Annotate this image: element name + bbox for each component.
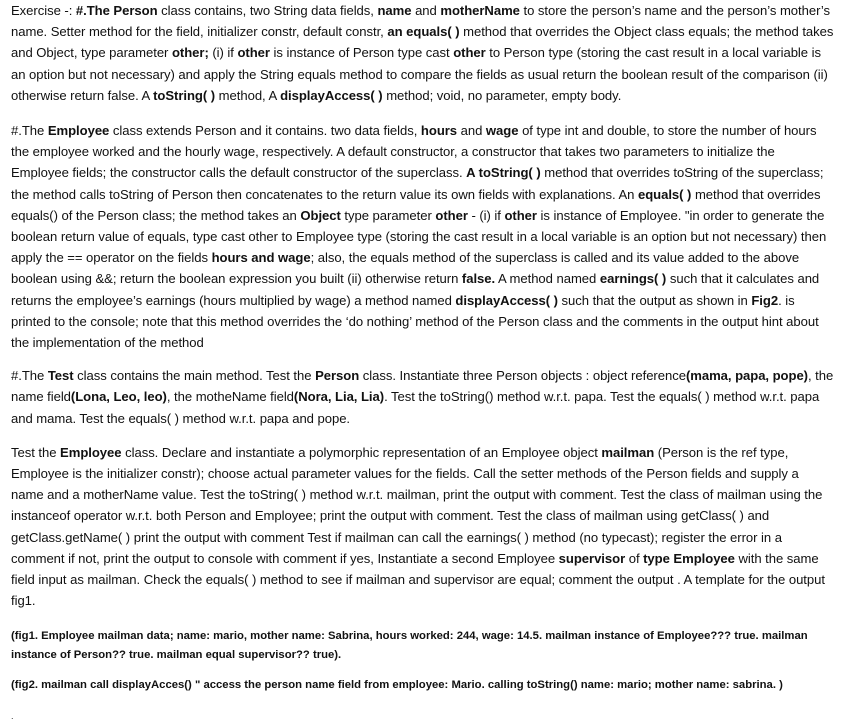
text-run: (i) if: [208, 45, 238, 61]
paragraph-test-employee: [11, 442, 834, 612]
text-run: method that overrides toString of the superclass; the method calls toString of Person then concatenates to the return value its own fields with explanations. An: [11, 165, 824, 202]
text-run: of type int and double, to store the number of hours the employee worked and the hourly wage, respectively. A default constructor, a constructor that takes two parameters to initialize the Employee fields; the constructor calls the default constructor of the superclass.: [11, 123, 817, 181]
bold-text: Test: [47, 368, 74, 384]
bold-text: displayAccess( ): [455, 292, 558, 308]
text-run: . is printed to the console; note that this method overrides the ‘do nothing’ method of the Person class and the comments in the output hint about the implementation of the method: [11, 292, 819, 351]
text-run: method; void, no parameter, empty body.: [382, 87, 622, 103]
bold-text: displayAccess( ): [280, 87, 383, 103]
text-run: method that overrides equals() of the Person class; the method takes an: [11, 186, 821, 223]
text-run: Test the: [11, 444, 61, 460]
bold-text: hours: [420, 123, 458, 139]
text-run: and: [411, 3, 441, 18]
text-run: Exercise -:: [11, 3, 76, 18]
bold-text: Object: [300, 207, 341, 223]
text-run: method, A: [215, 87, 281, 103]
bold-text: other: [237, 45, 270, 61]
text-run: class. Instantiate three Person objects : object reference: [359, 368, 686, 384]
text-run: - (i) if: [467, 207, 505, 223]
text-run: ; also, the equals method of the superclass is called and its value added to the above boolean using &&; return the boolean expression you built (ii) otherwise return: [11, 250, 800, 287]
bold-text: #.The Person: [75, 3, 158, 18]
bold-text: other: [453, 45, 486, 61]
bold-text: toString( ): [153, 87, 216, 103]
text-run: to store the person’s name and the person’s mother’s name. Setter method for the field, initializer constr, default constr,: [11, 3, 830, 40]
text-run: class. Declare and instantiate a polymorphic representation of an Employee object: [121, 444, 602, 460]
figure-1-output-template: (fig1. Employee mailman data; name: mario, mother name: Sabrina, hours worked: 244, wage: 14.5. mailman instance of Employee??? true. mailman instance of Person?? true. mailman equal supervisor?? true).: [11, 630, 808, 662]
bold-text: supervisor: [558, 550, 626, 566]
bold-text: earnings( ): [599, 271, 667, 287]
text-run: class contains, two String data fields,: [157, 3, 378, 18]
text-run: of: [625, 550, 644, 566]
text-run: . Test the toString() method w.r.t. papa. Test the equals( ) method w.r.t. papa and mama. Test the equals( ) method w.r.t. papa and pope.: [11, 389, 820, 426]
text-run: with the same field input as mailman. Check the equals( ) method to see if mailman and supervisor are equal; comment the output . A template for the output fig1.: [11, 550, 825, 609]
trailing-mark: .: [11, 711, 14, 721]
bold-text: false.: [461, 271, 496, 287]
paragraph-employee-class: [11, 120, 834, 353]
text-run: #.The: [11, 123, 48, 139]
bold-text: equals( ): [637, 186, 692, 202]
bold-text: Person: [315, 368, 360, 384]
bold-text: (mama, papa, pope): [685, 368, 808, 384]
text-run: , the motheName field: [166, 389, 294, 405]
text-run: method that overrides the Object class equals; the method takes and Object, type parameter: [11, 24, 834, 61]
text-run: type parameter: [340, 207, 436, 223]
bold-text: type Employee: [643, 550, 735, 566]
text-run: class extends Person and it contains. two data fields,: [109, 123, 421, 139]
bold-text: an equals( ): [387, 24, 460, 40]
bold-text: motherName: [440, 3, 520, 18]
bold-text: other;: [171, 45, 209, 61]
text-run: such that it calculates and returns the employee’s earnings (hours multiplied by wage) a method named: [11, 271, 820, 308]
bold-text: name: [377, 3, 412, 18]
bold-text: mailman: [601, 444, 655, 460]
text-run: (Person is the ref type, Employee is the initializer constr); choose actual parameter values for the fields. Call the setter methods of the Person fields and supply a name and a motherName value. Test the toString( ) method w.r.t. mailman, print the output with comment. Test the class of mailman using the instanceof operator w.r.t. both Person and Employee; print the output with comment. Test the class of mailman using getClass( ) and getClass.getName( ) print the output with comment Test if mailman can call the earnings( ) method (no typecast); register the error in a comment if not, print the output to console with comment if yes, Instantiate a second Employee: [11, 444, 823, 566]
text-run: to Person type (storing the cast result in a local variable is an option but not necessary) and apply the String equals method to compare the fields as usual return the boolean result of the comparison (ii) otherwise return false. A: [11, 45, 828, 103]
bold-text: Employee: [60, 444, 122, 460]
bold-text: wage: [485, 123, 519, 139]
text-run: is instance of Employee. "in order to generate the boolean return value of equals, type cast other to Employee type (storing the cast result in a local variable is an option but not necessary) then apply the == operator on the fields: [11, 207, 827, 266]
bold-text: A toString( ): [466, 165, 541, 181]
text-run: such that the output as shown in: [557, 292, 752, 308]
text-run: A method named: [495, 271, 600, 287]
paragraph-person-class: [11, 0, 834, 106]
bold-text: (Nora, Lia, Lia): [293, 389, 385, 405]
text-run: #.The: [11, 368, 48, 384]
paragraph-test-class: [11, 365, 834, 429]
bold-text: Fig2: [751, 292, 779, 308]
bold-text: other: [504, 207, 537, 223]
bold-text: hours and wage: [211, 250, 311, 266]
text-run: and: [457, 123, 486, 139]
text-run: is instance of Person type cast: [269, 45, 454, 61]
text-run: class contains the main method. Test the: [73, 368, 316, 384]
figure-2-output-template: (fig2. mailman call displayAcces() " access the person name field from employee: Mario. calling toString() name: mario; mother name: sabrina. ): [11, 679, 783, 692]
bold-text: Employee: [47, 123, 110, 139]
text-run: , the name field: [11, 368, 834, 405]
bold-text: (Lona, Leo, leo): [70, 389, 167, 405]
bold-text: other: [435, 207, 468, 223]
